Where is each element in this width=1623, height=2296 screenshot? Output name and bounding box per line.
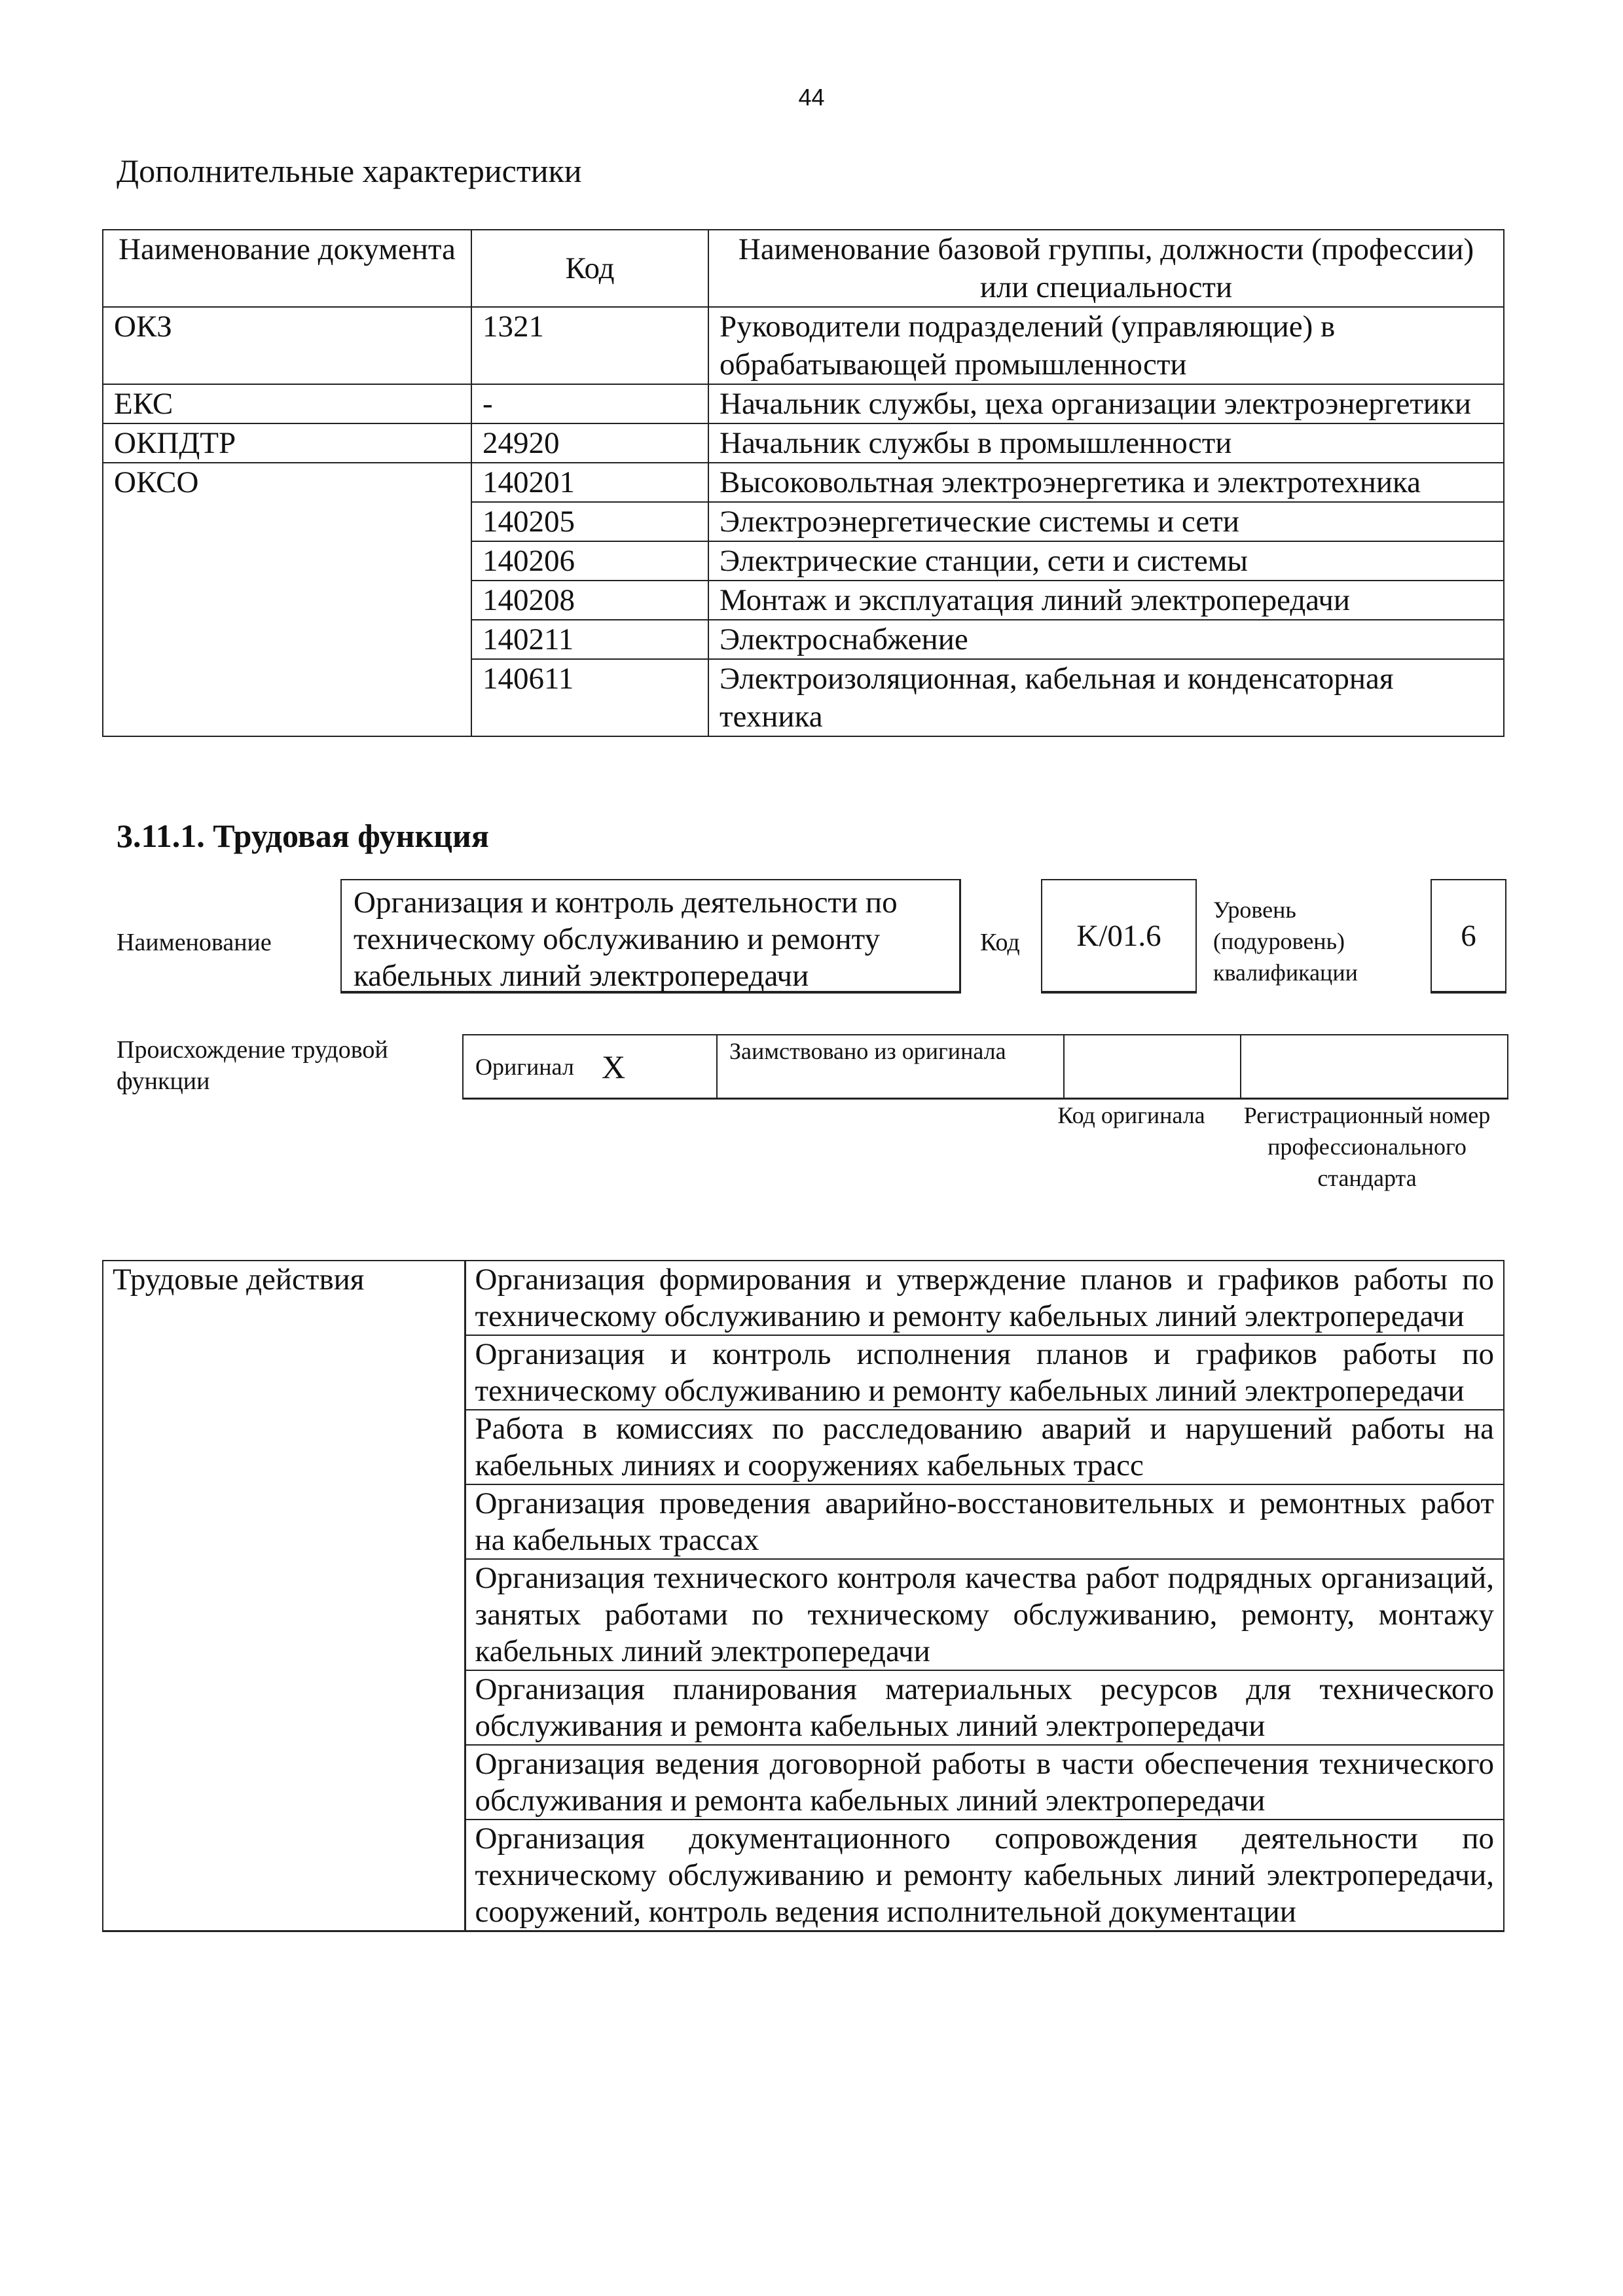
code-cell: 140611 <box>471 659 708 736</box>
name-cell: Руководители подразделений (управляющие) в обрабатывающей промышленности <box>708 307 1504 384</box>
page-number: 44 <box>798 84 825 111</box>
registration-number-cell <box>1241 1035 1508 1099</box>
table-row <box>103 502 1504 541</box>
level-label-line-1: Уровень <box>1213 897 1296 923</box>
table-row <box>103 1261 1504 1335</box>
name-cell: Электрические станции, сети и системы <box>708 541 1504 581</box>
name-cell: Начальник службы в промышленности <box>708 423 1504 463</box>
doc-cell: ЕКС <box>103 384 471 423</box>
table-row <box>103 620 1504 659</box>
name-cell: Электроэнергетические системы и сети <box>708 502 1504 541</box>
labor-action-item: Организация планирования материальных ресурсов для технического обслуживания и ремонта кабельных линий электропередачи <box>465 1670 1504 1745</box>
doc-cell <box>103 659 471 736</box>
extra-characteristics-heading: Дополнительные характеристики <box>117 152 582 189</box>
labor-action-item: Организация технического контроля качества работ подрядных организаций, занятых работами по техническому обслуживанию, ремонту, монтажу кабельных линий электропередачи <box>465 1559 1504 1670</box>
name-cell: Электроизоляционная, кабельная и конденсаторная техника <box>708 659 1504 736</box>
doc-cell <box>103 541 471 581</box>
qualification-level-value: 6 <box>1431 879 1506 994</box>
doc-cell <box>103 581 471 620</box>
code-cell: 140201 <box>471 463 708 502</box>
labor-actions-label: Трудовые действия <box>103 1261 465 1931</box>
labor-action-item: Организация ведения договорной работы в части обеспечения технического обслуживания и ремонта кабельных линий электропередачи <box>465 1745 1504 1820</box>
function-name-label: Наименование <box>117 929 272 956</box>
function-code-label: Код <box>980 929 1020 956</box>
code-cell: 140211 <box>471 620 708 659</box>
name-cell: Начальник службы, цеха организации электроэнергетики <box>708 384 1504 423</box>
original-code-caption: Код оригинала <box>1057 1102 1205 1128</box>
labor-action-item: Организация проведения аварийно-восстановительных и ремонтных работ на кабельных трассах <box>465 1484 1504 1559</box>
characteristics-table <box>102 229 1504 737</box>
original-label: Оригинал <box>463 1035 575 1099</box>
function-name-value: Организация и контроль деятельности по техническому обслуживанию и ремонту кабельных линий электропередачи <box>340 879 961 994</box>
code-cell: 24920 <box>471 423 708 463</box>
borrowed-label: Заимствовано из оригинала <box>717 1035 1064 1099</box>
name-cell: Электроснабжение <box>708 620 1504 659</box>
labor-actions-table <box>102 1260 1504 1932</box>
code-cell: - <box>471 384 708 423</box>
doc-cell: ОКПДТР <box>103 423 471 463</box>
header-doc-name: Наименование документа <box>103 230 471 307</box>
code-cell: 140206 <box>471 541 708 581</box>
header-group-name: Наименование базовой группы, должности (профессии) или специальности <box>708 230 1504 307</box>
name-cell: Монтаж и эксплуатация линий электропередачи <box>708 581 1504 620</box>
characteristics-header-row <box>103 230 1504 307</box>
table-row <box>103 384 1504 423</box>
header-code: Код <box>471 230 708 307</box>
table-row <box>103 659 1504 736</box>
doc-cell: ОКСО <box>103 463 471 502</box>
labor-action-item: Организация формирования и утверждение планов и графиков работы по техническому обслуживанию и ремонту кабельных линий электропередачи <box>465 1261 1504 1335</box>
original-mark: X <box>575 1035 717 1099</box>
labor-action-item: Организация документационного сопровождения деятельности по техническому обслуживанию и ремонту кабельных линий электропередачи, сооружений, контроль ведения исполнительной документации <box>465 1820 1504 1931</box>
level-label-line-3: квалификации <box>1213 960 1358 986</box>
doc-cell: ОКЗ <box>103 307 471 384</box>
table-row <box>103 463 1504 502</box>
labor-action-item: Организация и контроль исполнения планов и графиков работы по техническому обслуживанию и ремонту кабельных линий электропередачи <box>465 1335 1504 1410</box>
doc-cell <box>103 620 471 659</box>
table-row <box>103 307 1504 384</box>
original-code-cell <box>1064 1035 1241 1099</box>
origin-table <box>462 1034 1508 1100</box>
code-cell: 140208 <box>471 581 708 620</box>
name-cell: Высоковольтная электроэнергетика и электротехника <box>708 463 1504 502</box>
doc-cell <box>103 502 471 541</box>
table-row <box>103 423 1504 463</box>
function-code-value: K/01.6 <box>1041 879 1197 994</box>
table-row <box>103 541 1504 581</box>
level-label-line-2: (подуровень) <box>1213 928 1345 954</box>
code-cell: 140205 <box>471 502 708 541</box>
qualification-level-label <box>1213 894 1358 988</box>
section-title: 3.11.1. Трудовая функция <box>117 817 489 854</box>
table-row <box>103 581 1504 620</box>
code-cell: 1321 <box>471 307 708 384</box>
labor-action-item: Работа в комиссиях по расследованию аварий и нарушений работы на кабельных линиях и сооружениях кабельных трасс <box>465 1410 1504 1484</box>
origin-label: Происхождение трудовой функции <box>117 1036 388 1095</box>
registration-number-caption: Регистрационный номер профессионального стандарта <box>1243 1102 1491 1191</box>
